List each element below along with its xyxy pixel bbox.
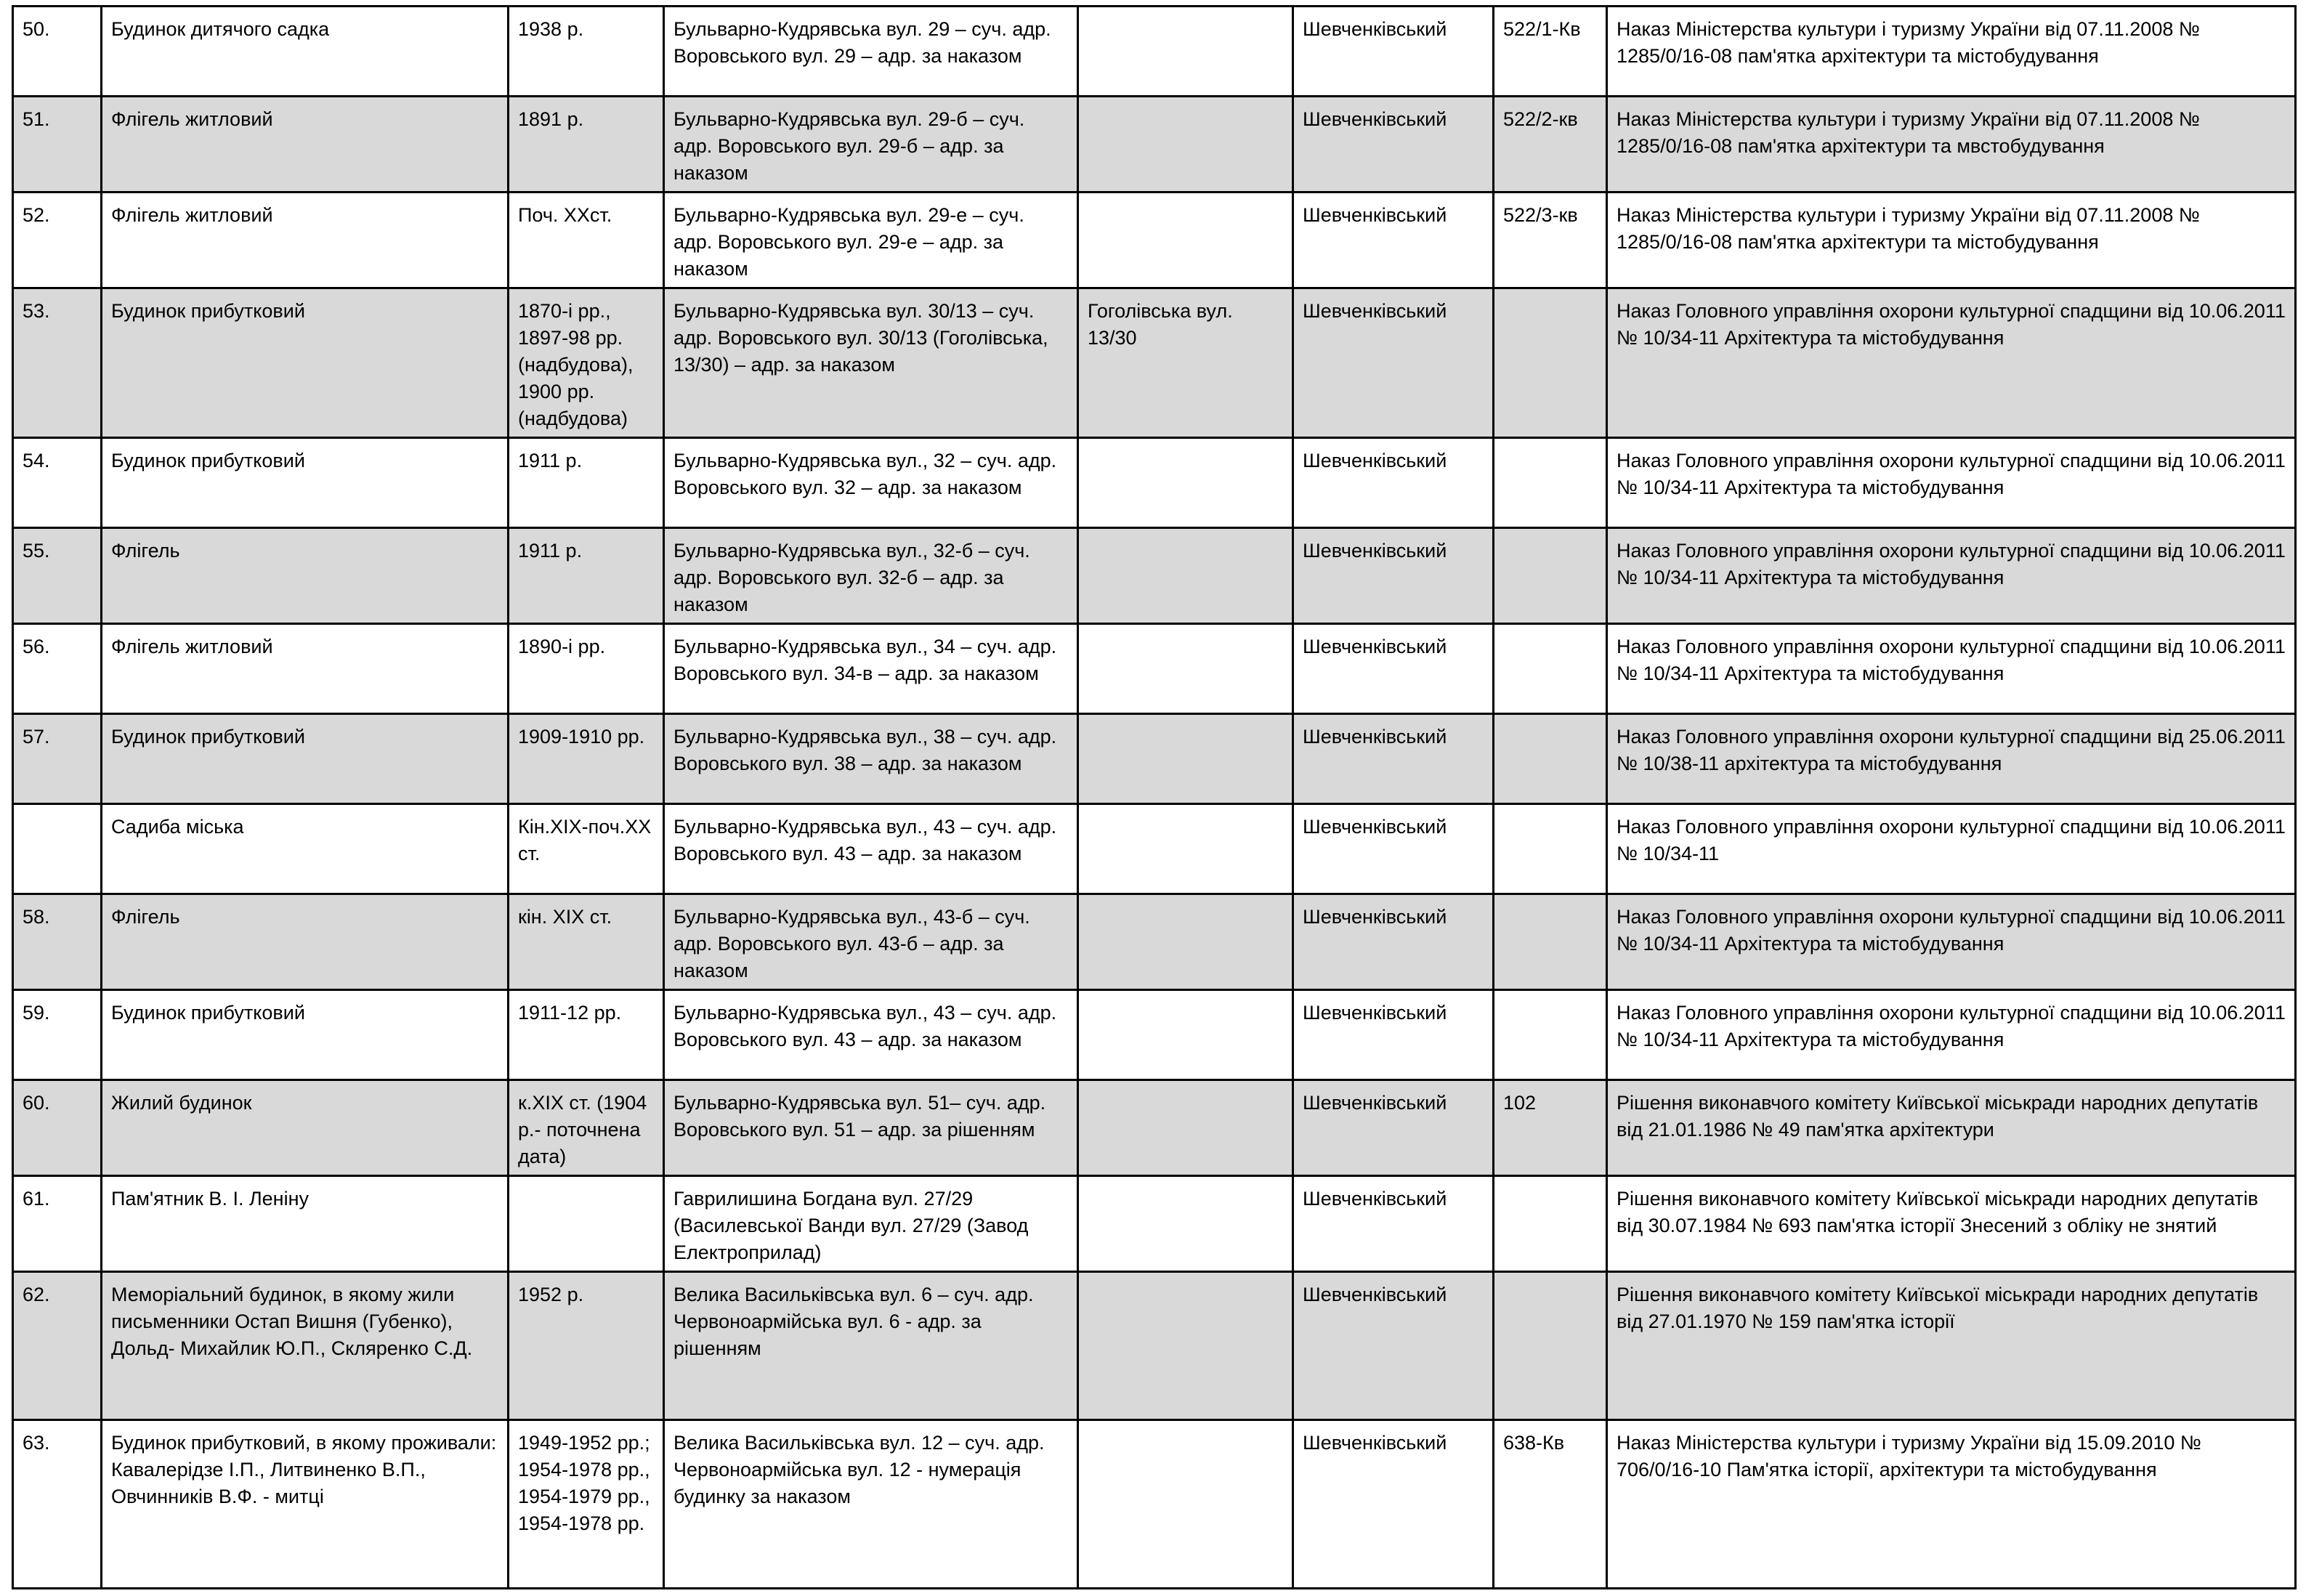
district-cell: Шевченківський [1293, 528, 1494, 624]
protection-document-cell: Наказ Головного управління охорони культурної спадщини від 10.06.2011 № 10/34-11 [1607, 804, 2296, 894]
registry-number-cell: 522/2-кв [1494, 97, 1607, 193]
registry-number-cell [1494, 990, 1607, 1080]
protection-document-cell: Рішення виконавчого комітету Київської міськради народних депутатів від 27.01.1970 № 159 пам'ятка історії [1607, 1272, 2296, 1420]
protection-document-cell: Наказ Міністерства культури і туризму України від 07.11.2008 № 1285/0/16-08 пам'ятка архітектури та мвстобудування [1607, 97, 2296, 193]
object-address-cell: Бульварно-Кудрявська вул., 43 – суч. адр. Воровського вул. 43 – адр. за наказом [664, 804, 1078, 894]
row-number-cell: 57. [13, 714, 102, 804]
object-address-cell: Бульварно-Кудрявська вул. 30/13 – суч. адр. Воровського вул. 30/13 (Гоголівська, 13/30) – адр. за наказом [664, 288, 1078, 438]
alternate-address-cell [1078, 528, 1293, 624]
object-address-cell: Бульварно-Кудрявська вул. 51– суч. адр. Воровського вул. 51 – адр. за рішенням [664, 1080, 1078, 1176]
registry-number-cell: 638-Кв [1494, 1420, 1607, 1589]
object-address-cell: Бульварно-Кудрявська вул., 32-б – суч. адр. Воровського вул. 32-б – адр. за наказом [664, 528, 1078, 624]
alternate-address-cell [1078, 1272, 1293, 1420]
object-name-cell: Меморіальний будинок, в якому жили письменники Остап Вишня (Губенко), Дольд- Михайлик Ю.П., Скляренко С.Д. [102, 1272, 509, 1420]
object-name-cell: Будинок прибутковий, в якому проживали: Кавалерідзе І.П., Литвиненко В.П., Овчинників В.Ф. - митці [102, 1420, 509, 1589]
object-address-cell: Бульварно-Кудрявська вул., 34 – суч. адр. Воровського вул. 34-в – адр. за наказом [664, 624, 1078, 714]
object-date-cell: 1938 р. [509, 7, 664, 97]
protection-document-cell: Наказ Міністерства культури і туризму України від 07.11.2008 № 1285/0/16-08 пам'ятка архітектури та містобудування [1607, 193, 2296, 288]
district-cell: Шевченківський [1293, 1420, 1494, 1589]
alternate-address-cell [1078, 97, 1293, 193]
object-date-cell: кін. ХІХ ст. [509, 894, 664, 990]
object-name-cell: Флігель житловий [102, 97, 509, 193]
district-cell: Шевченківський [1293, 714, 1494, 804]
row-number-cell: 53. [13, 288, 102, 438]
row-number-cell: 55. [13, 528, 102, 624]
row-number-cell: 59. [13, 990, 102, 1080]
table-row [13, 990, 2296, 1080]
row-number-cell [13, 804, 102, 894]
object-date-cell: 1909-1910 рр. [509, 714, 664, 804]
alternate-address-cell [1078, 804, 1293, 894]
object-name-cell: Будинок прибутковий [102, 714, 509, 804]
object-name-cell: Флігель [102, 528, 509, 624]
registry-number-cell [1494, 1272, 1607, 1420]
alternate-address-cell [1078, 624, 1293, 714]
protection-document-cell: Наказ Головного управління охорони культурної спадщини від 10.06.2011 № 10/34-11 Архітектура та містобудування [1607, 288, 2296, 438]
protection-document-cell: Наказ Міністерства культури і туризму України від 15.09.2010 № 706/0/16-10 Пам'ятка історії, архітектури та містобудування [1607, 1420, 2296, 1589]
protection-document-cell: Наказ Головного управління охорони культурної спадщини від 10.06.2011 № 10/34-11 Архітектура та містобудування [1607, 894, 2296, 990]
object-date-cell: к.ХІХ ст. (1904 р.- поточнена дата) [509, 1080, 664, 1176]
object-date-cell [509, 1176, 664, 1272]
object-name-cell: Флігель житловий [102, 624, 509, 714]
protection-document-cell: Наказ Головного управління охорони культурної спадщини від 10.06.2011 № 10/34-11 Архітектура та містобудування [1607, 624, 2296, 714]
table-row [13, 1176, 2296, 1272]
district-cell: Шевченківський [1293, 1176, 1494, 1272]
table-row [13, 1420, 2296, 1589]
object-address-cell: Бульварно-Кудрявська вул., 43 – суч. адр. Воровського вул. 43 – адр. за наказом [664, 990, 1078, 1080]
row-number-cell: 52. [13, 193, 102, 288]
row-number-cell: 54. [13, 438, 102, 528]
object-address-cell: Бульварно-Кудрявська вул., 43-б – суч. адр. Воровського вул. 43-б – адр. за наказом [664, 894, 1078, 990]
object-date-cell: 1952 р. [509, 1272, 664, 1420]
alternate-address-cell [1078, 1176, 1293, 1272]
table-row [13, 804, 2296, 894]
object-address-cell: Велика Васильківська вул. 6 – суч. адр. Червоноармійська вул. 6 - адр. за рішенням [664, 1272, 1078, 1420]
registry-number-cell [1494, 804, 1607, 894]
alternate-address-cell [1078, 193, 1293, 288]
object-address-cell: Бульварно-Кудрявська вул. 29-б – суч. адр. Воровського вул. 29-б – адр. за наказом [664, 97, 1078, 193]
district-cell: Шевченківський [1293, 1272, 1494, 1420]
registry-number-cell: 522/1-Кв [1494, 7, 1607, 97]
row-number-cell: 61. [13, 1176, 102, 1272]
table-row [13, 528, 2296, 624]
object-date-cell: 1949-1952 рр.; 1954-1978 рр., 1954-1979 рр., 1954-1978 рр. [509, 1420, 664, 1589]
object-name-cell: Будинок прибутковий [102, 438, 509, 528]
table-row [13, 714, 2296, 804]
alternate-address-cell [1078, 894, 1293, 990]
object-name-cell: Будинок дитячого садка [102, 7, 509, 97]
object-date-cell: 1891 р. [509, 97, 664, 193]
table-row [13, 1272, 2296, 1420]
object-address-cell: Бульварно-Кудрявська вул. 29-е – суч. адр. Воровського вул. 29-е – адр. за наказом [664, 193, 1078, 288]
protection-document-cell: Наказ Головного управління охорони культурної спадщини від 10.06.2011 № 10/34-11 Архітектура та містобудування [1607, 528, 2296, 624]
protection-document-cell: Наказ Головного управління охорони культурної спадщини від 10.06.2011 № 10/34-11 Архітектура та містобудування [1607, 990, 2296, 1080]
table-row [13, 288, 2296, 438]
protection-document-cell: Наказ Головного управління охорони культурної спадщини від 25.06.2011 № 10/38-11 архітектура та містобудування [1607, 714, 2296, 804]
object-name-cell: Пам'ятник В. І. Леніну [102, 1176, 509, 1272]
district-cell: Шевченківський [1293, 193, 1494, 288]
registry-number-cell [1494, 438, 1607, 528]
protection-document-cell: Рішення виконавчого комітету Київської міськради народних депутатів від 21.01.1986 № 49 пам'ятка архітектури [1607, 1080, 2296, 1176]
alternate-address-cell [1078, 7, 1293, 97]
object-date-cell: 1890-і рр. [509, 624, 664, 714]
registry-number-cell: 522/3-кв [1494, 193, 1607, 288]
row-number-cell: 58. [13, 894, 102, 990]
object-name-cell: Флігель [102, 894, 509, 990]
table-row [13, 193, 2296, 288]
alternate-address-cell [1078, 438, 1293, 528]
alternate-address-cell [1078, 714, 1293, 804]
district-cell: Шевченківський [1293, 97, 1494, 193]
object-name-cell: Будинок прибутковий [102, 288, 509, 438]
object-name-cell: Флігель житловий [102, 193, 509, 288]
alternate-address-cell: Гоголівська вул. 13/30 [1078, 288, 1293, 438]
object-date-cell: Кін.ХІХ-поч.ХХ ст. [509, 804, 664, 894]
district-cell: Шевченківський [1293, 624, 1494, 714]
row-number-cell: 51. [13, 97, 102, 193]
table-row [13, 97, 2296, 193]
object-date-cell: 1911-12 рр. [509, 990, 664, 1080]
table-row [13, 438, 2296, 528]
object-address-cell: Велика Васильківська вул. 12 – суч. адр. Червоноармійська вул. 12 - нумерація будинку за наказом [664, 1420, 1078, 1589]
object-date-cell: Поч. ХХст. [509, 193, 664, 288]
row-number-cell: 60. [13, 1080, 102, 1176]
monuments-table [12, 5, 2297, 1589]
registry-number-cell [1494, 714, 1607, 804]
table-row [13, 624, 2296, 714]
district-cell: Шевченківський [1293, 7, 1494, 97]
object-name-cell: Жилий будинок [102, 1080, 509, 1176]
district-cell: Шевченківський [1293, 288, 1494, 438]
row-number-cell: 50. [13, 7, 102, 97]
row-number-cell: 63. [13, 1420, 102, 1589]
registry-number-cell [1494, 894, 1607, 990]
object-date-cell: 1870-і рр., 1897-98 рр. (надбудова), 1900 рр. (надбудова) [509, 288, 664, 438]
object-date-cell: 1911 р. [509, 438, 664, 528]
registry-number-cell [1494, 624, 1607, 714]
object-name-cell: Будинок прибутковий [102, 990, 509, 1080]
row-number-cell: 62. [13, 1272, 102, 1420]
object-address-cell: Бульварно-Кудрявська вул. 29 – суч. адр. Воровського вул. 29 – адр. за наказом [664, 7, 1078, 97]
registry-number-cell: 102 [1494, 1080, 1607, 1176]
object-address-cell: Бульварно-Кудрявська вул., 32 – суч. адр. Воровського вул. 32 – адр. за наказом [664, 438, 1078, 528]
protection-document-cell: Рішення виконавчого комітету Київської міськради народних депутатів від 30.07.1984 № 693 пам'ятка історії Знесений з обліку не знятий [1607, 1176, 2296, 1272]
district-cell: Шевченківський [1293, 804, 1494, 894]
registry-number-cell [1494, 1176, 1607, 1272]
protection-document-cell: Наказ Головного управління охорони культурної спадщини від 10.06.2011 № 10/34-11 Архітектура та містобудування [1607, 438, 2296, 528]
alternate-address-cell [1078, 1420, 1293, 1589]
document-page [12, 5, 2294, 1589]
district-cell: Шевченківський [1293, 894, 1494, 990]
object-date-cell: 1911 р. [509, 528, 664, 624]
district-cell: Шевченківський [1293, 1080, 1494, 1176]
object-address-cell: Бульварно-Кудрявська вул., 38 – суч. адр. Воровського вул. 38 – адр. за наказом [664, 714, 1078, 804]
row-number-cell: 56. [13, 624, 102, 714]
table-row [13, 1080, 2296, 1176]
alternate-address-cell [1078, 1080, 1293, 1176]
object-name-cell: Садиба міська [102, 804, 509, 894]
protection-document-cell: Наказ Міністерства культури і туризму України від 07.11.2008 № 1285/0/16-08 пам'ятка архітектури та містобудування [1607, 7, 2296, 97]
table-row [13, 7, 2296, 97]
district-cell: Шевченківський [1293, 990, 1494, 1080]
table-row [13, 894, 2296, 990]
registry-number-cell [1494, 528, 1607, 624]
registry-number-cell [1494, 288, 1607, 438]
district-cell: Шевченківський [1293, 438, 1494, 528]
object-address-cell: Гаврилишина Богдана вул. 27/29 (Василевської Ванди вул. 27/29 (Завод Електроприлад) [664, 1176, 1078, 1272]
alternate-address-cell [1078, 990, 1293, 1080]
